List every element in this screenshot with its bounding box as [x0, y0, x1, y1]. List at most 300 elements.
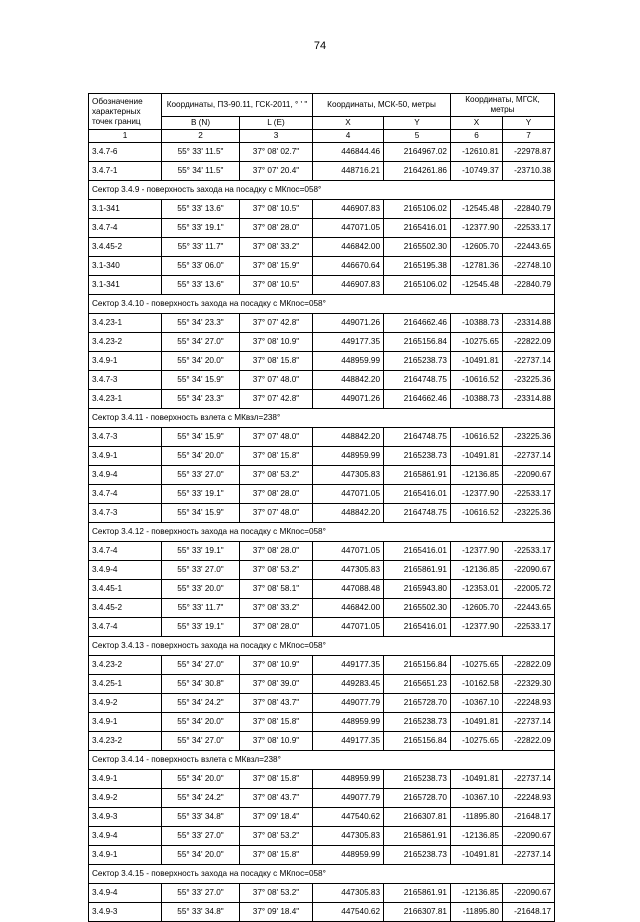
mgsk-y-cell: -23225.36: [503, 371, 555, 390]
table-row: [89, 580, 555, 599]
header-b: B (N): [162, 117, 240, 130]
latitude-cell: 55° 34' 27.0": [162, 656, 240, 675]
table-row: [89, 713, 555, 732]
mgsk-x-cell: -11895.80: [451, 903, 503, 922]
mgsk-y-cell: -22840.79: [503, 276, 555, 295]
point-id-cell: 3.4.7-4: [89, 618, 162, 637]
mgsk-x-cell: -10616.52: [451, 371, 503, 390]
mgsk-x-cell: -12136.85: [451, 466, 503, 485]
longitude-cell: 37° 08' 10.9": [240, 656, 313, 675]
msk-x-cell: 448842.20: [313, 428, 384, 447]
point-id-cell: 3.4.9-2: [89, 694, 162, 713]
longitude-cell: 37° 08' 15.9": [240, 257, 313, 276]
msk-x-cell: 447540.62: [313, 808, 384, 827]
msk-y-cell: 2165106.02: [384, 276, 451, 295]
msk-y-cell: 2165416.01: [384, 542, 451, 561]
table-row: [89, 561, 555, 580]
msk-y-cell: 2165861.91: [384, 466, 451, 485]
msk-x-cell: 449077.79: [313, 694, 384, 713]
latitude-cell: 55° 33' 27.0": [162, 827, 240, 846]
point-id-cell: 3.4.25-1: [89, 675, 162, 694]
msk-y-cell: 2165156.84: [384, 732, 451, 751]
header-row-1: [89, 94, 555, 117]
longitude-cell: 37° 08' 53.2": [240, 561, 313, 580]
table-row: [89, 542, 555, 561]
mgsk-x-cell: -12610.81: [451, 143, 503, 162]
point-id-cell: 3.1-340: [89, 257, 162, 276]
longitude-cell: 37° 07' 48.0": [240, 428, 313, 447]
msk-x-cell: 446907.83: [313, 276, 384, 295]
mgsk-y-cell: -22737.14: [503, 713, 555, 732]
msk-y-cell: 2165943.80: [384, 580, 451, 599]
point-id-cell: 3.4.9-2: [89, 789, 162, 808]
mgsk-y-cell: -22737.14: [503, 352, 555, 371]
mgsk-y-cell: -22737.14: [503, 447, 555, 466]
msk-x-cell: 448959.99: [313, 846, 384, 865]
latitude-cell: 55° 33' 19.1": [162, 542, 240, 561]
longitude-cell: 37° 08' 10.5": [240, 200, 313, 219]
mgsk-x-cell: -10162.58: [451, 675, 503, 694]
point-id-cell: 3.4.7-4: [89, 485, 162, 504]
table-row: [89, 257, 555, 276]
sector-title: Сектор 3.4.12 - поверхность захода на посадку с МКпос=058°: [89, 523, 555, 542]
msk-y-cell: 2165195.38: [384, 257, 451, 276]
mgsk-x-cell: -12605.70: [451, 238, 503, 257]
longitude-cell: 37° 07' 48.0": [240, 371, 313, 390]
column-number: 7: [503, 130, 555, 143]
sector-title: Сектор 3.4.14 - поверхность взлета с МКвзл=238°: [89, 751, 555, 770]
latitude-cell: 55° 34' 30.8": [162, 675, 240, 694]
table-row: [89, 846, 555, 865]
mgsk-x-cell: -12136.85: [451, 561, 503, 580]
mgsk-y-cell: -22533.17: [503, 618, 555, 637]
msk-x-cell: 447071.05: [313, 618, 384, 637]
mgsk-y-cell: -23314.88: [503, 390, 555, 409]
longitude-cell: 37° 08' 33.2": [240, 238, 313, 257]
msk-x-cell: 449071.26: [313, 390, 384, 409]
mgsk-x-cell: -12605.70: [451, 599, 503, 618]
table-row: [89, 428, 555, 447]
point-id-cell: 3.4.23-2: [89, 732, 162, 751]
longitude-cell: 37° 09' 18.4": [240, 903, 313, 922]
mgsk-y-cell: -22443.65: [503, 599, 555, 618]
longitude-cell: 37° 08' 53.2": [240, 884, 313, 903]
msk-y-cell: 2165861.91: [384, 827, 451, 846]
latitude-cell: 55° 34' 24.2": [162, 789, 240, 808]
sector-row: [89, 181, 555, 200]
sector-title: Сектор 3.4.9 - поверхность захода на посадку с МКпос=058°: [89, 181, 555, 200]
longitude-cell: 37° 08' 10.5": [240, 276, 313, 295]
latitude-cell: 55° 33' 11.7": [162, 599, 240, 618]
msk-x-cell: 448959.99: [313, 447, 384, 466]
longitude-cell: 37° 08' 33.2": [240, 599, 313, 618]
point-id-cell: 3.4.9-4: [89, 827, 162, 846]
msk-x-cell: 447088.48: [313, 580, 384, 599]
msk-y-cell: 2164748.75: [384, 428, 451, 447]
msk-y-cell: 2165238.73: [384, 352, 451, 371]
sector-row: [89, 865, 555, 884]
point-id-cell: 3.4.7-1: [89, 162, 162, 181]
point-id-cell: 3.4.45-2: [89, 599, 162, 618]
longitude-cell: 37° 07' 42.8": [240, 390, 313, 409]
longitude-cell: 37° 08' 15.8": [240, 846, 313, 865]
latitude-cell: 55° 34' 20.0": [162, 846, 240, 865]
msk-x-cell: 448842.20: [313, 504, 384, 523]
point-id-cell: 3.4.45-2: [89, 238, 162, 257]
header-msk-coordinates: Координаты, МСК-50, метры: [313, 94, 451, 117]
msk-y-cell: 2165728.70: [384, 789, 451, 808]
sector-title: Сектор 3.4.15 - поверхность захода на посадку с МКпос=058°: [89, 865, 555, 884]
longitude-cell: 37° 08' 53.2": [240, 466, 313, 485]
mgsk-y-cell: -22737.14: [503, 770, 555, 789]
latitude-cell: 55° 33' 11.5": [162, 143, 240, 162]
mgsk-y-cell: -22533.17: [503, 485, 555, 504]
point-id-cell: 3.4.9-1: [89, 352, 162, 371]
header-msk-x: X: [313, 117, 384, 130]
mgsk-x-cell: -10388.73: [451, 390, 503, 409]
mgsk-x-cell: -12377.90: [451, 485, 503, 504]
column-number: 3: [240, 130, 313, 143]
mgsk-y-cell: -22840.79: [503, 200, 555, 219]
page-number: 74: [313, 40, 327, 52]
mgsk-y-cell: -22443.65: [503, 238, 555, 257]
point-id-cell: 3.4.9-4: [89, 884, 162, 903]
table-row: [89, 390, 555, 409]
table-row: [89, 827, 555, 846]
longitude-cell: 37° 08' 39.0": [240, 675, 313, 694]
point-id-cell: 3.4.7-3: [89, 428, 162, 447]
msk-x-cell: 446844.46: [313, 143, 384, 162]
msk-y-cell: 2165238.73: [384, 447, 451, 466]
table-row: [89, 466, 555, 485]
latitude-cell: 55° 34' 24.2": [162, 694, 240, 713]
msk-y-cell: 2165156.84: [384, 656, 451, 675]
mgsk-y-cell: -23314.88: [503, 314, 555, 333]
point-id-cell: 3.4.7-6: [89, 143, 162, 162]
longitude-cell: 37° 08' 15.8": [240, 447, 313, 466]
msk-y-cell: 2164967.02: [384, 143, 451, 162]
msk-y-cell: 2165106.02: [384, 200, 451, 219]
msk-x-cell: 446842.00: [313, 599, 384, 618]
table-row: [89, 447, 555, 466]
mgsk-x-cell: -10388.73: [451, 314, 503, 333]
latitude-cell: 55° 34' 23.3": [162, 314, 240, 333]
longitude-cell: 37° 08' 10.9": [240, 732, 313, 751]
msk-x-cell: 449283.45: [313, 675, 384, 694]
mgsk-y-cell: -21648.17: [503, 808, 555, 827]
longitude-cell: 37° 08' 10.9": [240, 333, 313, 352]
msk-x-cell: 447071.05: [313, 485, 384, 504]
mgsk-x-cell: -12781.36: [451, 257, 503, 276]
mgsk-y-cell: -23710.38: [503, 162, 555, 181]
latitude-cell: 55° 34' 15.9": [162, 428, 240, 447]
msk-y-cell: 2165416.01: [384, 219, 451, 238]
mgsk-x-cell: -12545.48: [451, 276, 503, 295]
msk-x-cell: 447305.83: [313, 561, 384, 580]
table-row: [89, 143, 555, 162]
longitude-cell: 37° 08' 43.7": [240, 789, 313, 808]
msk-x-cell: 447305.83: [313, 827, 384, 846]
header-msk-y: Y: [384, 117, 451, 130]
longitude-cell: 37° 08' 53.2": [240, 827, 313, 846]
msk-x-cell: 446907.83: [313, 200, 384, 219]
mgsk-x-cell: -12136.85: [451, 827, 503, 846]
msk-x-cell: 447305.83: [313, 466, 384, 485]
msk-y-cell: 2166307.81: [384, 808, 451, 827]
latitude-cell: 55° 33' 34.8": [162, 808, 240, 827]
mgsk-y-cell: -22822.09: [503, 656, 555, 675]
mgsk-y-cell: -22248.93: [503, 694, 555, 713]
latitude-cell: 55° 33' 06.0": [162, 257, 240, 276]
mgsk-x-cell: -10749.37: [451, 162, 503, 181]
msk-x-cell: 446842.00: [313, 238, 384, 257]
header-geo-coordinates: Координаты, ПЗ-90.11, ГСК-2011, ° ' ": [162, 94, 313, 117]
longitude-cell: 37° 09' 18.4": [240, 808, 313, 827]
msk-x-cell: 449177.35: [313, 656, 384, 675]
latitude-cell: 55° 33' 27.0": [162, 466, 240, 485]
point-id-cell: 3.4.9-1: [89, 447, 162, 466]
table-row: [89, 884, 555, 903]
table-row: [89, 808, 555, 827]
table-row: [89, 276, 555, 295]
point-id-cell: 3.1-341: [89, 276, 162, 295]
sector-row: [89, 295, 555, 314]
sector-title: Сектор 3.4.11 - поверхность взлета с МКвзл=238°: [89, 409, 555, 428]
latitude-cell: 55° 34' 15.9": [162, 371, 240, 390]
latitude-cell: 55° 34' 27.0": [162, 732, 240, 751]
mgsk-y-cell: -22090.67: [503, 884, 555, 903]
point-id-cell: 3.1-341: [89, 200, 162, 219]
mgsk-y-cell: -22737.14: [503, 846, 555, 865]
latitude-cell: 55° 33' 19.1": [162, 618, 240, 637]
latitude-cell: 55° 33' 27.0": [162, 884, 240, 903]
mgsk-x-cell: -12353.01: [451, 580, 503, 599]
mgsk-y-cell: -22090.67: [503, 466, 555, 485]
mgsk-x-cell: -12377.90: [451, 542, 503, 561]
msk-x-cell: 449177.35: [313, 333, 384, 352]
msk-y-cell: 2164261.86: [384, 162, 451, 181]
table-row: [89, 694, 555, 713]
msk-y-cell: 2164748.75: [384, 504, 451, 523]
mgsk-x-cell: -12377.90: [451, 219, 503, 238]
msk-x-cell: 448959.99: [313, 713, 384, 732]
latitude-cell: 55° 33' 34.8": [162, 903, 240, 922]
msk-y-cell: 2165238.73: [384, 713, 451, 732]
msk-x-cell: 448842.20: [313, 371, 384, 390]
point-id-cell: 3.4.9-3: [89, 903, 162, 922]
mgsk-y-cell: -22090.67: [503, 561, 555, 580]
column-number: 6: [451, 130, 503, 143]
point-id-cell: 3.4.23-2: [89, 656, 162, 675]
mgsk-y-cell: -23225.36: [503, 428, 555, 447]
column-number-row: [89, 130, 555, 143]
mgsk-x-cell: -10367.10: [451, 694, 503, 713]
sector-row: [89, 523, 555, 542]
longitude-cell: 37° 08' 28.0": [240, 618, 313, 637]
mgsk-y-cell: -22248.93: [503, 789, 555, 808]
column-number: 2: [162, 130, 240, 143]
column-number: 1: [89, 130, 162, 143]
point-id-cell: 3.4.45-1: [89, 580, 162, 599]
mgsk-y-cell: -22822.09: [503, 732, 555, 751]
longitude-cell: 37° 08' 28.0": [240, 485, 313, 504]
sector-row: [89, 637, 555, 656]
table-row: [89, 675, 555, 694]
point-id-cell: 3.4.9-3: [89, 808, 162, 827]
latitude-cell: 55° 34' 20.0": [162, 713, 240, 732]
msk-y-cell: 2164662.46: [384, 314, 451, 333]
table-row: [89, 333, 555, 352]
point-id-cell: 3.4.9-4: [89, 561, 162, 580]
mgsk-x-cell: -10491.81: [451, 447, 503, 466]
mgsk-x-cell: -10616.52: [451, 504, 503, 523]
latitude-cell: 55° 33' 19.1": [162, 485, 240, 504]
coordinates-table: [88, 93, 555, 922]
msk-x-cell: 448959.99: [313, 352, 384, 371]
msk-y-cell: 2165861.91: [384, 884, 451, 903]
sector-row: [89, 409, 555, 428]
longitude-cell: 37° 08' 43.7": [240, 694, 313, 713]
latitude-cell: 55° 33' 27.0": [162, 561, 240, 580]
longitude-cell: 37° 08' 15.8": [240, 713, 313, 732]
mgsk-y-cell: -22090.67: [503, 827, 555, 846]
latitude-cell: 55° 34' 15.9": [162, 504, 240, 523]
msk-x-cell: 448716.21: [313, 162, 384, 181]
msk-y-cell: 2164748.75: [384, 371, 451, 390]
table-row: [89, 789, 555, 808]
latitude-cell: 55° 34' 11.5": [162, 162, 240, 181]
sector-title: Сектор 3.4.13 - поверхность захода на посадку с МКпос=058°: [89, 637, 555, 656]
mgsk-x-cell: -10491.81: [451, 846, 503, 865]
header-point-designation: Обозначение характерных точек границ: [89, 94, 162, 130]
mgsk-x-cell: -12136.85: [451, 884, 503, 903]
mgsk-x-cell: -10275.65: [451, 656, 503, 675]
point-id-cell: 3.4.9-1: [89, 770, 162, 789]
latitude-cell: 55° 33' 13.6": [162, 200, 240, 219]
msk-x-cell: 447540.62: [313, 903, 384, 922]
table-row: [89, 903, 555, 922]
point-id-cell: 3.4.7-3: [89, 504, 162, 523]
table-row: [89, 238, 555, 257]
msk-y-cell: 2165416.01: [384, 485, 451, 504]
table-row: [89, 504, 555, 523]
mgsk-x-cell: -12545.48: [451, 200, 503, 219]
msk-x-cell: 449177.35: [313, 732, 384, 751]
point-id-cell: 3.4.23-1: [89, 390, 162, 409]
mgsk-y-cell: -22005.72: [503, 580, 555, 599]
latitude-cell: 55° 34' 23.3": [162, 390, 240, 409]
point-id-cell: 3.4.9-4: [89, 466, 162, 485]
mgsk-y-cell: -22329.30: [503, 675, 555, 694]
longitude-cell: 37° 08' 02.7": [240, 143, 313, 162]
mgsk-y-cell: -22748.10: [503, 257, 555, 276]
table-row: [89, 618, 555, 637]
longitude-cell: 37° 07' 42.8": [240, 314, 313, 333]
point-id-cell: 3.4.23-2: [89, 333, 162, 352]
mgsk-y-cell: -22533.17: [503, 542, 555, 561]
msk-y-cell: 2165861.91: [384, 561, 451, 580]
latitude-cell: 55° 33' 19.1": [162, 219, 240, 238]
header-mgsk-coordinates: Координаты, МГСК, метры: [451, 94, 555, 117]
msk-y-cell: 2165502.30: [384, 238, 451, 257]
table-row: [89, 162, 555, 181]
table-row: [89, 314, 555, 333]
table-row: [89, 770, 555, 789]
mgsk-x-cell: -12377.90: [451, 618, 503, 637]
msk-y-cell: 2166307.81: [384, 903, 451, 922]
latitude-cell: 55° 34' 20.0": [162, 352, 240, 371]
msk-y-cell: 2165728.70: [384, 694, 451, 713]
mgsk-y-cell: -21648.17: [503, 903, 555, 922]
mgsk-y-cell: -23225.36: [503, 504, 555, 523]
latitude-cell: 55° 34' 20.0": [162, 770, 240, 789]
longitude-cell: 37° 08' 15.8": [240, 770, 313, 789]
msk-x-cell: 446670.64: [313, 257, 384, 276]
msk-y-cell: 2165502.30: [384, 599, 451, 618]
point-id-cell: 3.4.7-4: [89, 219, 162, 238]
point-id-cell: 3.4.9-1: [89, 713, 162, 732]
longitude-cell: 37° 07' 48.0": [240, 504, 313, 523]
table-row: [89, 485, 555, 504]
header-mgsk-x: X: [451, 117, 503, 130]
latitude-cell: 55° 33' 13.6": [162, 276, 240, 295]
msk-y-cell: 2164662.46: [384, 390, 451, 409]
msk-x-cell: 449071.26: [313, 314, 384, 333]
point-id-cell: 3.4.7-4: [89, 542, 162, 561]
mgsk-y-cell: -22822.09: [503, 333, 555, 352]
mgsk-x-cell: -10367.10: [451, 789, 503, 808]
msk-y-cell: 2165651.23: [384, 675, 451, 694]
table-row: [89, 200, 555, 219]
latitude-cell: 55° 33' 11.7": [162, 238, 240, 257]
longitude-cell: 37° 08' 15.8": [240, 352, 313, 371]
header-l: L (E): [240, 117, 313, 130]
column-number: 5: [384, 130, 451, 143]
msk-x-cell: 447071.05: [313, 542, 384, 561]
msk-x-cell: 447071.05: [313, 219, 384, 238]
point-id-cell: 3.4.7-3: [89, 371, 162, 390]
latitude-cell: 55° 34' 20.0": [162, 447, 240, 466]
longitude-cell: 37° 08' 58.1": [240, 580, 313, 599]
latitude-cell: 55° 33' 20.0": [162, 580, 240, 599]
table-row: [89, 371, 555, 390]
mgsk-x-cell: -10491.81: [451, 770, 503, 789]
msk-y-cell: 2165156.84: [384, 333, 451, 352]
mgsk-y-cell: -22978.87: [503, 143, 555, 162]
column-number: 4: [313, 130, 384, 143]
longitude-cell: 37° 08' 28.0": [240, 219, 313, 238]
mgsk-x-cell: -10491.81: [451, 713, 503, 732]
table-row: [89, 352, 555, 371]
table-row: [89, 656, 555, 675]
msk-x-cell: 449077.79: [313, 789, 384, 808]
msk-x-cell: 447305.83: [313, 884, 384, 903]
longitude-cell: 37° 08' 28.0": [240, 542, 313, 561]
mgsk-y-cell: -22533.17: [503, 219, 555, 238]
point-id-cell: 3.4.9-1: [89, 846, 162, 865]
mgsk-x-cell: -10491.81: [451, 352, 503, 371]
msk-y-cell: 2165416.01: [384, 618, 451, 637]
sector-row: [89, 751, 555, 770]
msk-y-cell: 2165238.73: [384, 770, 451, 789]
sector-title: Сектор 3.4.10 - поверхность захода на посадку с МКпос=058°: [89, 295, 555, 314]
longitude-cell: 37° 07' 20.4": [240, 162, 313, 181]
table-row: [89, 219, 555, 238]
msk-y-cell: 2165238.73: [384, 846, 451, 865]
msk-x-cell: 448959.99: [313, 770, 384, 789]
mgsk-x-cell: -11895.80: [451, 808, 503, 827]
table-row: [89, 599, 555, 618]
